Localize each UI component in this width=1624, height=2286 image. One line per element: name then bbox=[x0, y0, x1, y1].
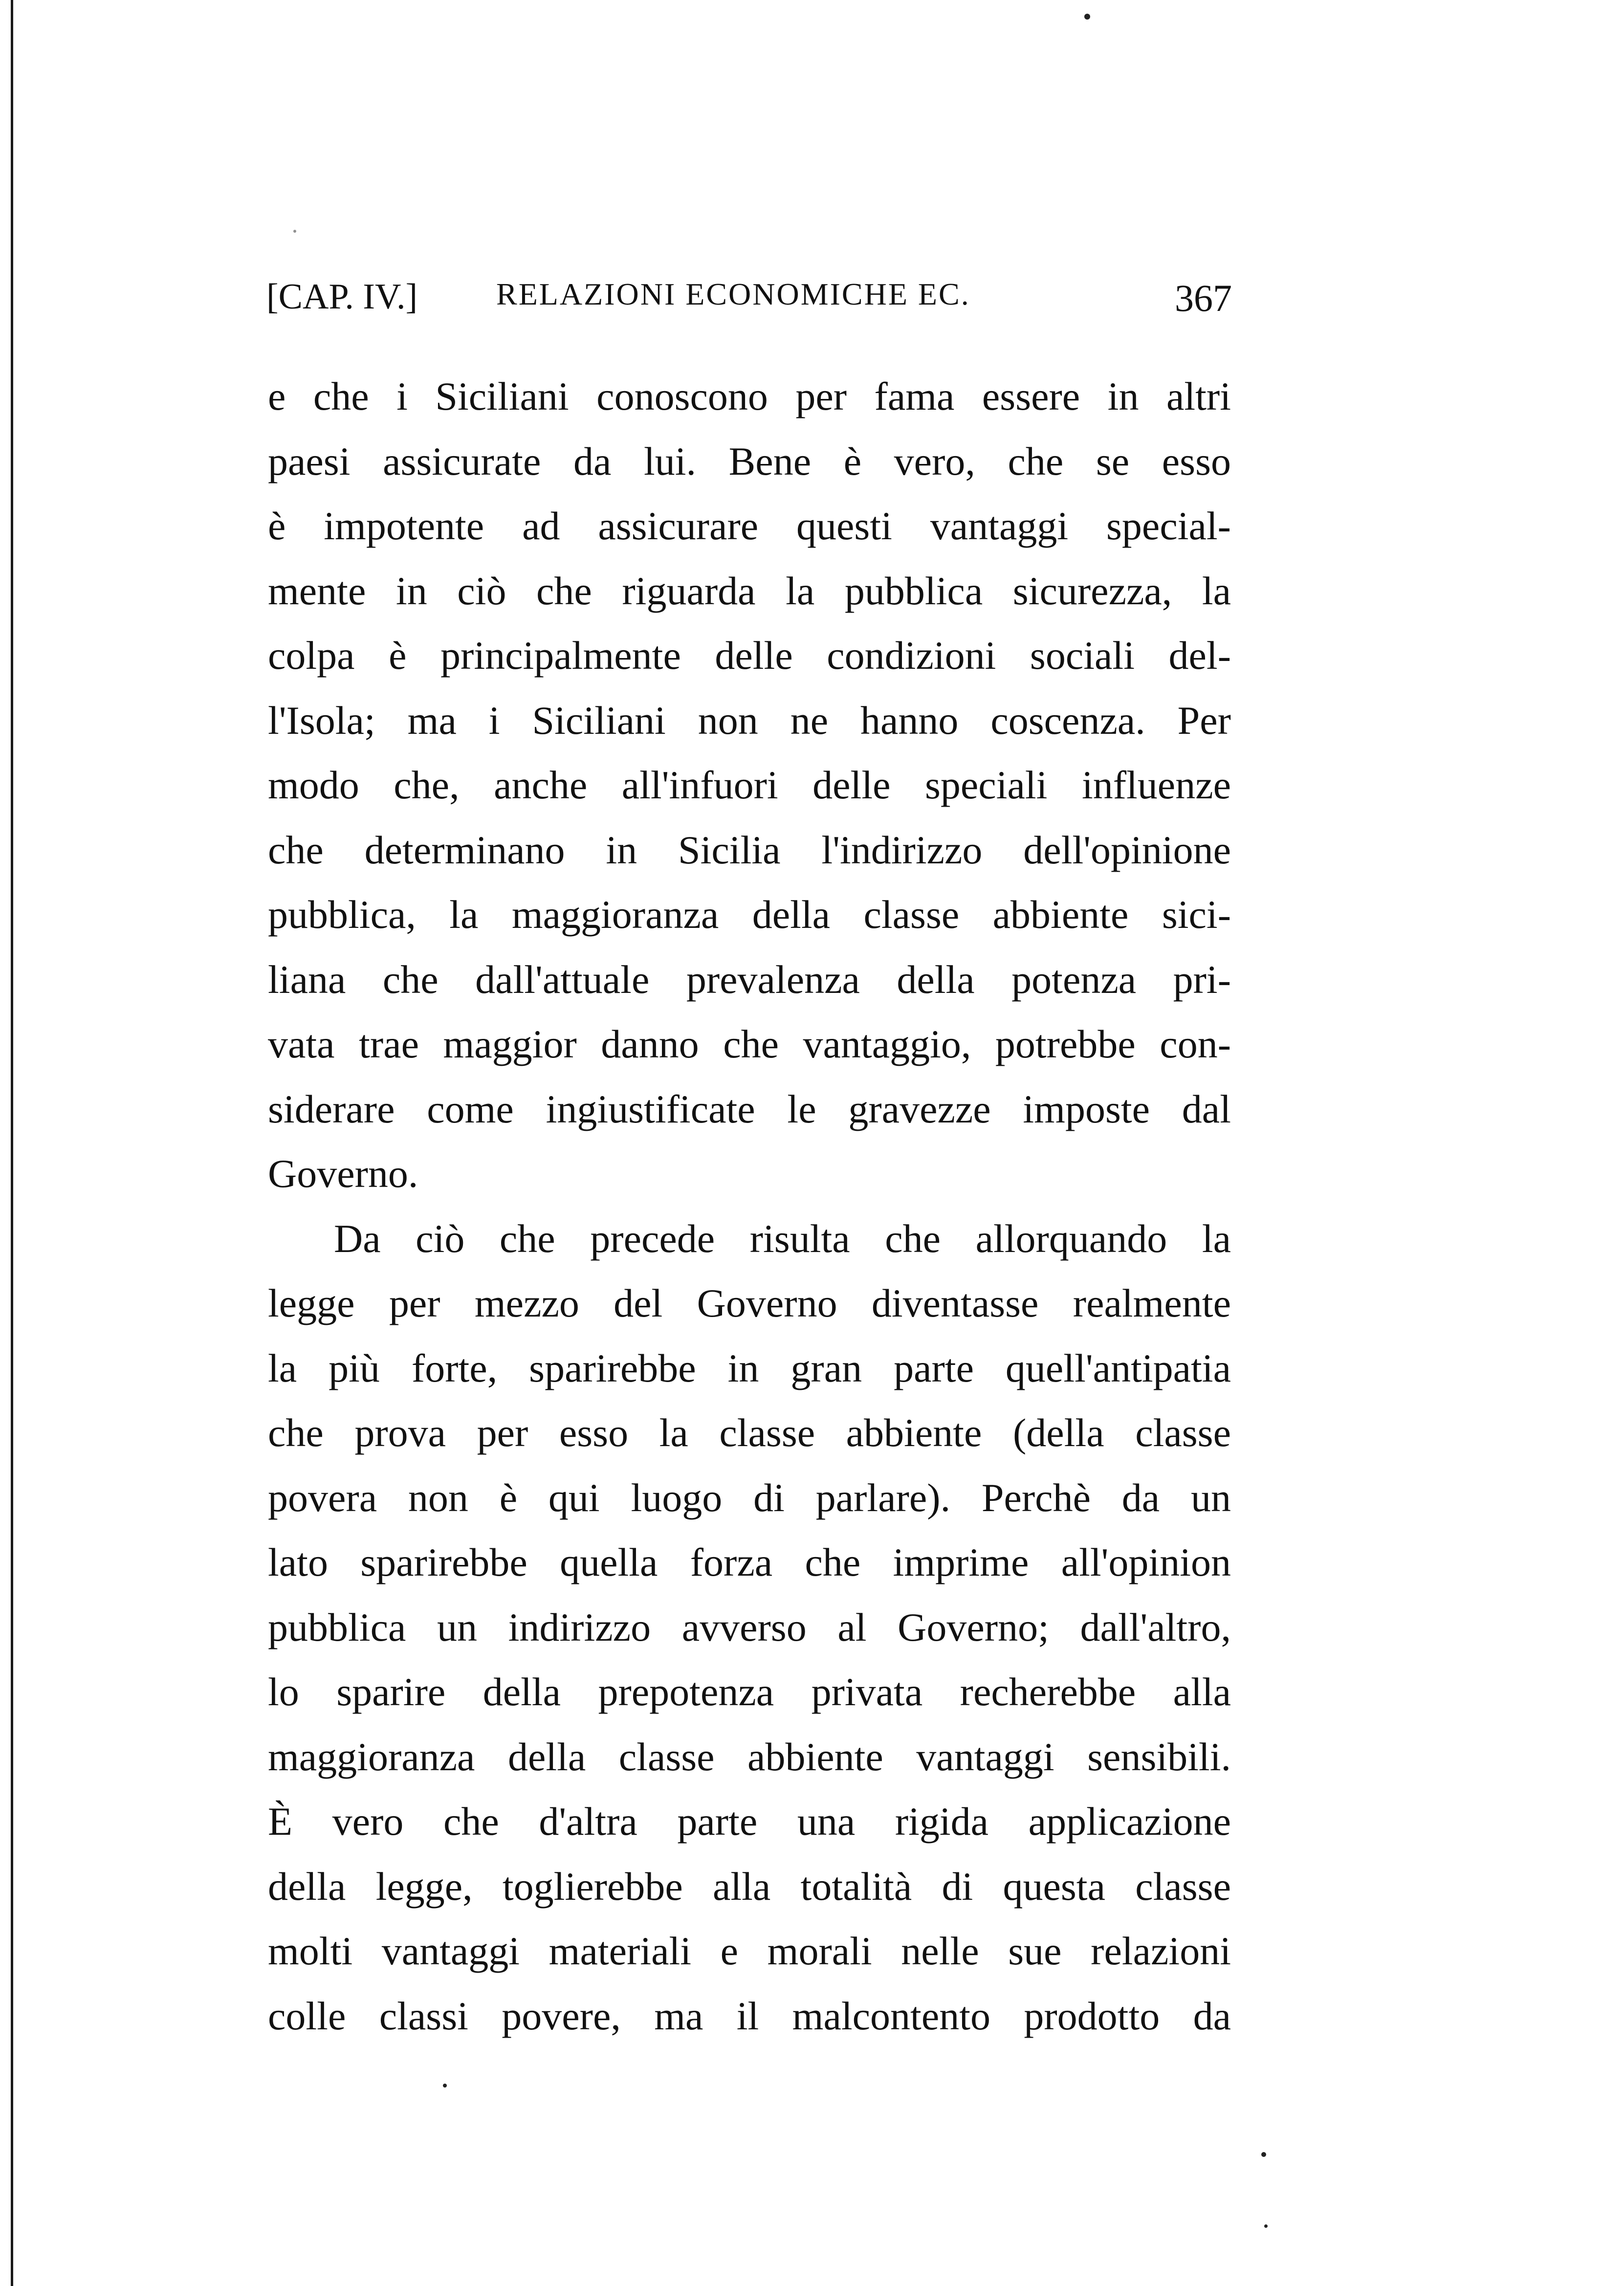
text-line: lo sparire della prepotenza privata recherebbe alla bbox=[268, 1670, 1231, 1714]
scan-speck bbox=[1264, 2224, 1268, 2228]
text-line: mente in ciò che riguarda la pubblica sicurezza, la bbox=[268, 568, 1231, 613]
text-line: Da ciò che precede risulta che allorquando la bbox=[334, 1216, 1231, 1261]
text-line: la più forte, sparirebbe in gran parte quell'antipatia bbox=[268, 1345, 1231, 1390]
running-title: RELAZIONI ECONOMICHE EC. bbox=[496, 277, 970, 311]
text-line: È vero che d'altra parte una rigida applicazione bbox=[268, 1799, 1231, 1844]
text-line: colle classi povere, ma il malcontento prodotto da bbox=[268, 1993, 1231, 2038]
text-line: che prova per esso la classe abbiente (della classe bbox=[268, 1410, 1231, 1455]
scan-speck bbox=[1084, 14, 1090, 20]
scan-speck bbox=[443, 2084, 447, 2088]
text-line: siderare come ingiustificate le gravezze imposte dal bbox=[268, 1086, 1231, 1131]
text-line: lato sparirebbe quella forza che imprime all'opinion bbox=[268, 1540, 1231, 1584]
text-line: della legge, toglierebbe alla totalità di questa classe bbox=[268, 1864, 1231, 1909]
scan-speck bbox=[293, 230, 296, 233]
text-line: legge per mezzo del Governo diventasse realmente bbox=[268, 1281, 1231, 1325]
text-line: e che i Siciliani conoscono per fama essere in altri bbox=[268, 374, 1231, 418]
text-line: Governo. bbox=[268, 1151, 418, 1196]
running-head bbox=[266, 276, 1232, 330]
text-line: molti vantaggi materiali e morali nelle sue relazioni bbox=[268, 1929, 1231, 1973]
text-line: vata trae maggior danno che vantaggio, potrebbe con- bbox=[268, 1022, 1231, 1066]
paragraph bbox=[268, 364, 1231, 1207]
chapter-label: [CAP. IV.] bbox=[266, 277, 418, 317]
scan-edge-line bbox=[11, 0, 13, 2286]
scan-speck bbox=[1261, 2152, 1266, 2157]
text-line: liana che dall'attuale prevalenza della potenza pri- bbox=[268, 957, 1231, 1002]
text-line: maggioranza della classe abbiente vantaggi sensibili. bbox=[268, 1734, 1231, 1779]
text-line: pubblica, la maggioranza della classe abbiente sici- bbox=[268, 892, 1231, 937]
text-line: colpa è principalmente delle condizioni sociali del- bbox=[268, 633, 1231, 678]
text-line: è impotente ad assicurare questi vantaggi special- bbox=[268, 504, 1231, 548]
text-line: paesi assicurate da lui. Bene è vero, che se esso bbox=[268, 439, 1231, 484]
body-text bbox=[268, 364, 1231, 2048]
paragraph bbox=[268, 1207, 1231, 2049]
text-line: povera non è qui luogo di parlare). Perchè da un bbox=[268, 1475, 1231, 1520]
page-number: 367 bbox=[1175, 277, 1232, 319]
text-line: l'Isola; ma i Siciliani non ne hanno coscenza. Per bbox=[268, 698, 1231, 743]
text-line: pubblica un indirizzo avverso al Governo; dall'altro, bbox=[268, 1605, 1231, 1649]
text-line: che determinano in Sicilia l'indirizzo dell'opinione bbox=[268, 827, 1231, 872]
text-line: modo che, anche all'infuori delle speciali influenze bbox=[268, 763, 1231, 807]
